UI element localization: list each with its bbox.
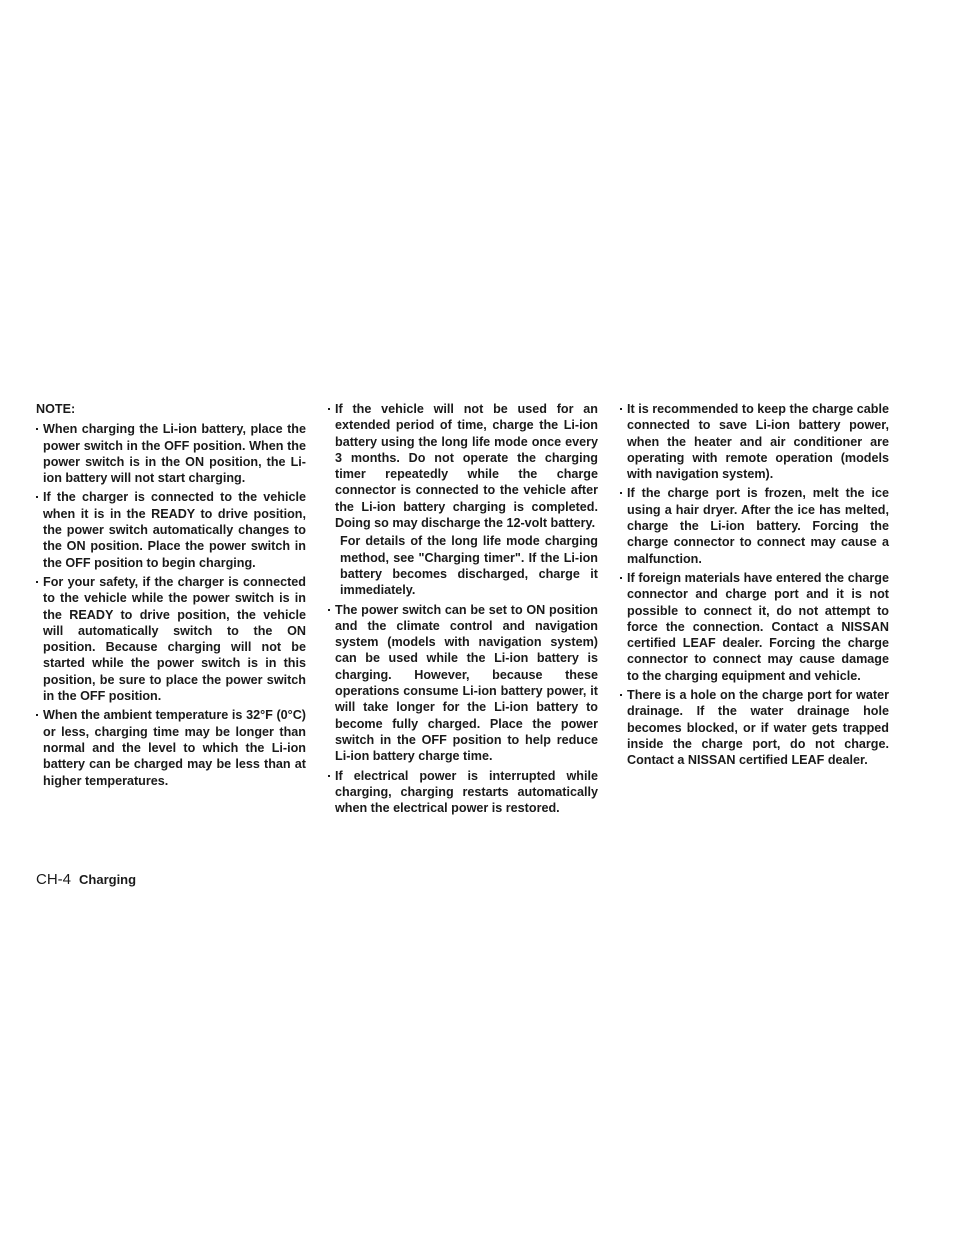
note-bullet: If the vehicle will not be used for an extended period of time, charge the Li-ion battery using the long life mode once every 3 months. Do not operate the charging timer repeatedly while the charge connector is connected to the vehicle after the Li-ion battery charging is completed. Doing so may discharge the 12-volt battery. [328, 401, 598, 531]
note-bullet: When charging the Li-ion battery, place the power switch in the OFF position. When the power switch is in the ON position, the Li-ion battery will not start charging. [36, 421, 306, 486]
note-bullet: If the charge port is frozen, melt the ice using a hair dryer. After the ice has melted, charge the Li-ion battery. Forcing the charge connector to connect may cause a malfunction. [620, 485, 889, 566]
note-heading: NOTE: [36, 402, 76, 416]
note-bullet: If foreign materials have entered the charge connector and charge port and it is not possible to connect it, do not attempt to force the connection. Contact a NISSAN certified LEAF dealer. Forcing the charge connector to connect may cause damage to the charging equipment and vehicle. [620, 570, 889, 684]
note-bullet: When the ambient temperature is 32°F (0°C) or less, charging time may be longer than normal and the level to which the Li-ion battery can be charged may be less than at higher temperatures. [36, 707, 306, 788]
section-title: Charging [79, 872, 137, 887]
note-bullet: There is a hole on the charge port for water drainage. If the water drainage hole becomes blocked, or if water gets trapped inside the charge port, do not charge. Contact a NISSAN certified LEAF dealer. [620, 687, 889, 768]
column-2 [328, 401, 598, 819]
note-bullet: If electrical power is interrupted while charging, charging restarts automatically when the electrical power is restored. [328, 768, 598, 817]
note-bullet: It is recommended to keep the charge cable connected to save Li-ion battery power, when the heater and air conditioner are operating with remote operation (models with navigation system). [620, 401, 889, 482]
note-subparagraph: For details of the long life mode charging method, see "Charging timer". If the Li-ion battery becomes discharged, charge it immediately. [340, 534, 598, 598]
note-bullet: For your safety, if the charger is connected to the vehicle while the power switch is in the READY to drive position, the vehicle will automatically switch to the ON position. Because charging will not be started while the power switch is in this position, be sure to place the power switch in the OFF position. [36, 574, 306, 704]
page-number: CH-4 [36, 871, 72, 888]
note-bullet: The power switch can be set to ON position and the climate control and navigation system (models with navigation system) can be used while the Li-ion battery is charging. However, because these operations consume Li-ion battery power, it will take longer for the Li-ion battery to become fully charged. Place the power switch in the OFF position to help reduce Li-ion battery charge time. [328, 602, 598, 765]
note-bullet: If the charger is connected to the vehicle when it is in the READY to drive position, the power switch automatically changes to the ON position. Place the power switch in the OFF position to begin charging. [36, 489, 306, 570]
page-footer [36, 870, 136, 889]
column-3 [620, 401, 889, 772]
column-1 [36, 401, 306, 792]
